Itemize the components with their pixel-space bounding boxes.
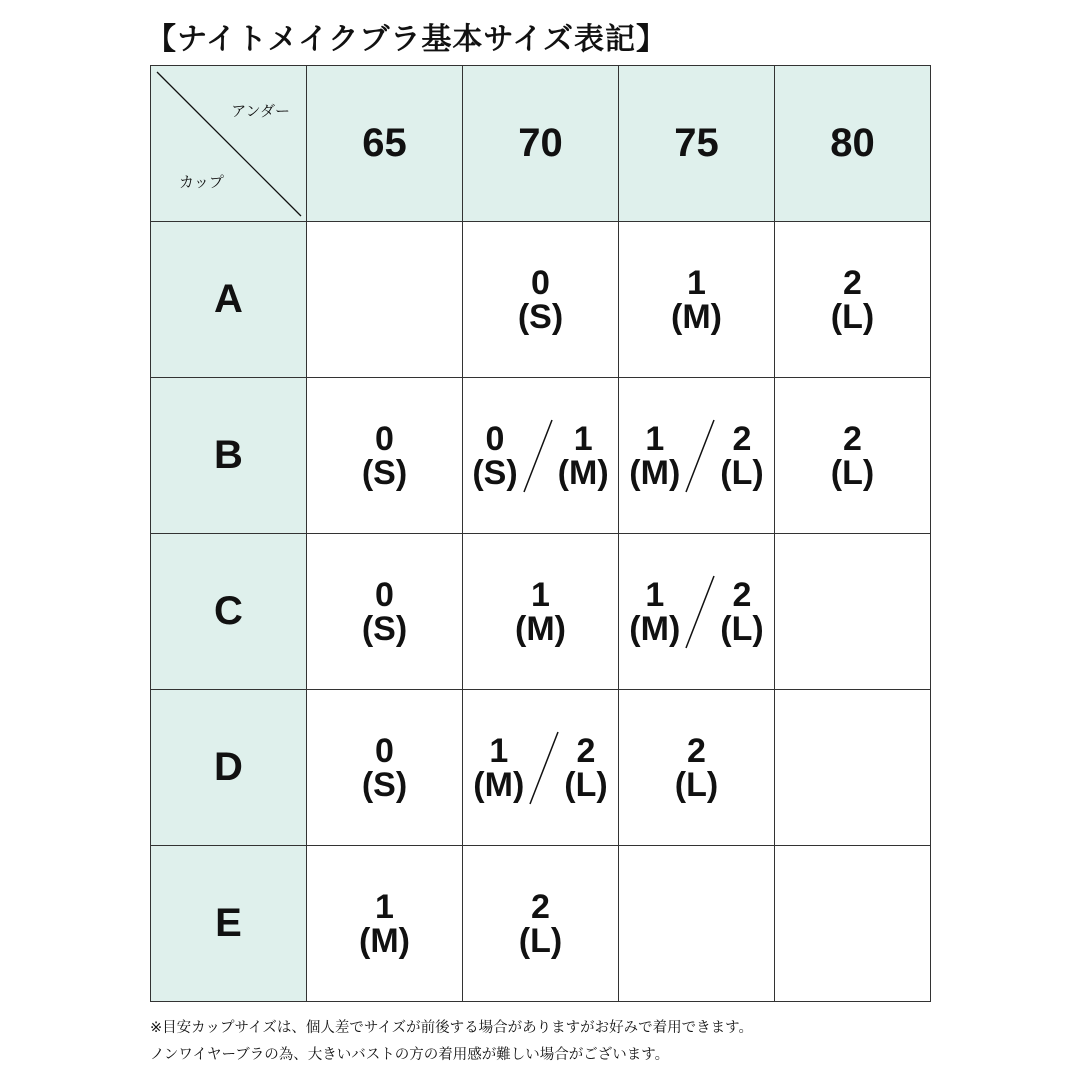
row-header: A [151,222,307,378]
size-group [307,731,462,804]
size-letter: (L) [720,609,764,648]
size-label [720,575,764,648]
size-number: 1 [645,575,665,614]
size-cell [619,846,775,1002]
size-letter: (S) [517,297,564,336]
size-label [629,419,681,492]
size-number: 2 [732,419,752,458]
size-label [671,263,722,336]
size-label [472,419,518,492]
size-table [150,65,931,1002]
note-line: ノンワイヤーブラの為、大きいバストの方の着用感が難しい場合がございます。 [150,1047,670,1063]
size-group [619,416,774,496]
size-cell [307,222,463,378]
size-label [515,575,566,648]
size-group [307,575,462,648]
size-number: 2 [843,419,862,458]
table-row [151,846,931,1002]
size-label [361,575,408,648]
row-header: B [151,378,307,534]
size-number: 0 [375,731,394,770]
size-group [463,263,618,336]
size-number: 0 [375,419,394,458]
size-letter: (S) [472,453,518,492]
size-label [564,731,608,804]
size-cell [307,690,463,846]
size-letter: (L) [830,453,875,492]
size-number: 0 [375,575,394,614]
size-cell [463,846,619,1002]
size-cell [463,378,619,534]
size-letter: (L) [720,453,764,492]
size-cell [775,690,931,846]
size-label [361,731,408,804]
size-group [307,419,462,492]
size-number: 0 [531,263,550,302]
size-cell [775,846,931,1002]
size-cell [307,534,463,690]
column-header: 65 [307,66,463,222]
size-number: 1 [375,887,394,926]
size-letter: (S) [361,609,408,648]
size-number: 0 [485,419,505,458]
size-group [463,887,618,960]
size-label [720,419,764,492]
size-number: 2 [732,575,752,614]
corner-cell [151,66,307,222]
column-header: 70 [463,66,619,222]
size-letter: (S) [361,453,408,492]
size-letter: (M) [671,297,722,336]
size-group [619,263,774,336]
row-header: E [151,846,307,1002]
table-row [151,378,931,534]
size-letter: (L) [518,921,563,960]
size-cell [619,378,775,534]
size-group [463,575,618,648]
size-number: 1 [687,263,706,302]
size-number: 2 [843,263,862,302]
size-number: 1 [489,731,509,770]
size-letter: (L) [674,765,719,804]
size-number: 1 [645,419,665,458]
size-cell [307,846,463,1002]
size-letter: (M) [359,921,410,960]
header-row [151,66,931,222]
note-line: ※目安カップサイズは、個人差でサイズが前後する場合がありますがお好みで着用できます。 [150,1020,754,1036]
size-letter: (M) [557,453,609,492]
size-label [557,419,609,492]
size-group [775,263,930,336]
size-cell [775,222,931,378]
slash-icon [680,416,720,496]
notes [150,1015,753,1069]
table-row [151,222,931,378]
size-letter: (S) [361,765,408,804]
size-cell [307,378,463,534]
size-letter: (M) [473,765,525,804]
size-cell [619,690,775,846]
table-row [151,534,931,690]
size-cell [775,534,931,690]
size-letter: (M) [629,609,681,648]
size-letter: (L) [830,297,875,336]
size-letter: (M) [629,453,681,492]
slash-icon [524,728,564,808]
size-cell [463,534,619,690]
cup-label: カップ [179,173,224,191]
size-group [463,416,618,496]
page-title: 【ナイトメイクブラ基本サイズ表記】 [146,22,667,57]
size-label [830,263,875,336]
size-number: 2 [576,731,596,770]
size-label [518,887,563,960]
size-group [463,728,618,808]
size-cell [463,222,619,378]
slash-icon [680,572,720,652]
size-number: 2 [531,887,550,926]
size-cell [463,690,619,846]
column-header: 75 [619,66,775,222]
size-label [361,419,408,492]
row-header: D [151,690,307,846]
size-label [517,263,564,336]
size-letter: (M) [515,609,566,648]
size-cell [775,378,931,534]
table-row [151,690,931,846]
row-header: C [151,534,307,690]
size-label [629,575,681,648]
size-letter: (L) [564,765,608,804]
size-label [359,887,410,960]
size-label [674,731,719,804]
size-group [307,887,462,960]
under-label: アンダー [231,102,290,120]
slash-icon [518,416,558,496]
size-group [775,419,930,492]
size-group [619,731,774,804]
size-number: 1 [573,419,593,458]
size-label [473,731,525,804]
size-group [619,572,774,652]
size-label [830,419,875,492]
size-number: 2 [687,731,706,770]
size-number: 1 [531,575,550,614]
column-header: 80 [775,66,931,222]
size-cell [619,222,775,378]
diagonal-line-icon [151,66,306,221]
size-cell [619,534,775,690]
